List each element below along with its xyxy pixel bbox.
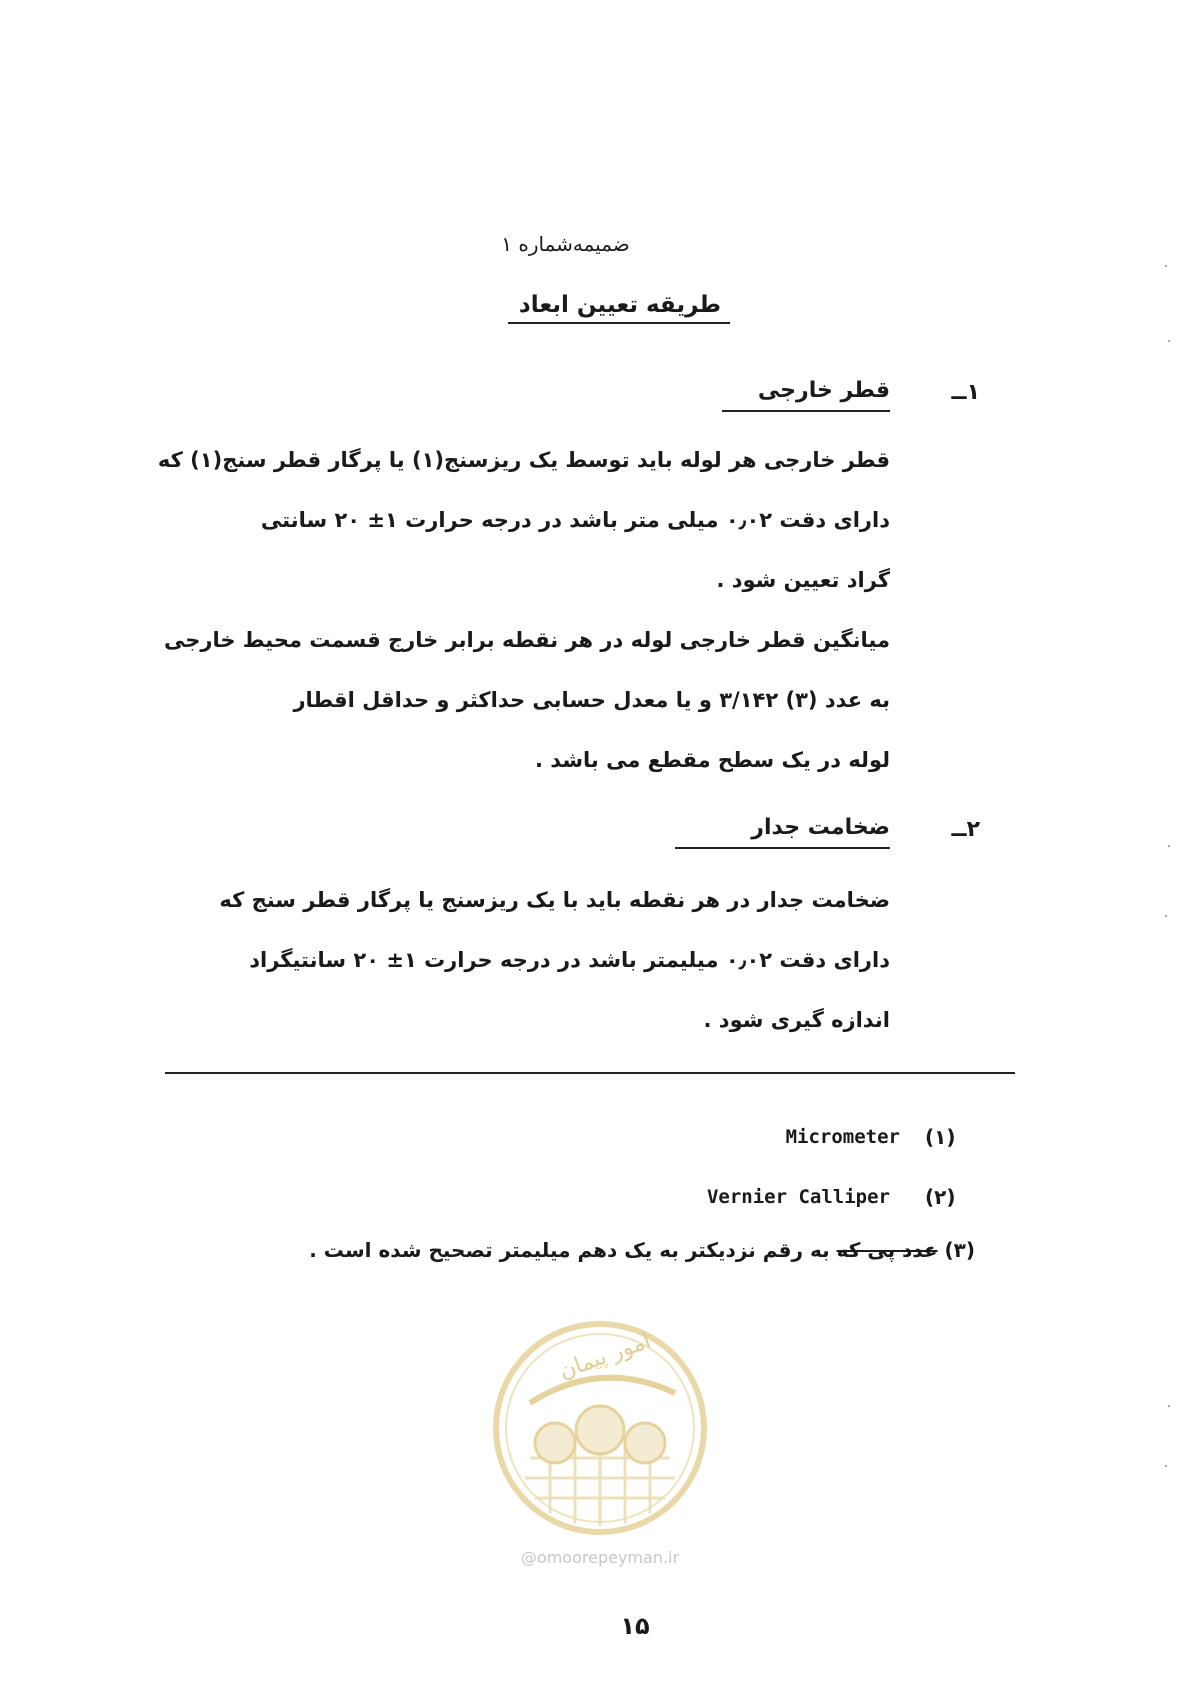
footnote-3-number: (۳) [944,1238,975,1262]
section-1-line-6: لوله در یک سطح مقطع می باشد . [534,748,890,772]
watermark-logo-text: امور پیمان [555,1328,655,1385]
footnote-2-number: (۲) [925,1185,956,1209]
section-2-line-3: اندازه گیری شود . [703,1008,890,1032]
section-2-underline [675,847,890,849]
watermark-url: @omoorepeyman.ir [520,1548,680,1567]
section-1-line-2: دارای دقت ۰٫۰۲ میلی متر باشد در درجه حرارت ۱± ۲۰ سانتی [260,508,890,532]
section-1-line-3: گراد تعیین شود . [716,568,890,592]
section-1-line-1: قطر خارجی هر لوله باید توسط یک ریزسنج(۱) یا پرگار قطر سنج(۱) که [157,448,890,472]
scan-speck [1168,1405,1170,1407]
footnote-2-text: Vernier Calliper [706,1186,890,1208]
footnote-3-text: به رقم نزدیکتر به یک دهم میلیمتر تصحیح شده است . [309,1238,830,1262]
scan-speck [1165,915,1167,917]
scan-speck [1165,265,1167,267]
scan-speck [1168,340,1170,342]
section-2-title: ضخامت جدار [751,815,890,840]
watermark-logo [490,1318,710,1538]
section-2-line-1: ضخامت جدار در هر نقطه باید با یک ریزسنج یا پرگار قطر سنج که [219,888,890,912]
section-1-line-5: به عدد (۳) ۳/۱۴۲ و یا معدل حسابی حداکثر و حداقل اقطار [293,688,890,712]
annex-label: ضمیمه‌شماره ۱ [501,232,630,256]
scan-speck [1168,845,1170,847]
section-1-underline [722,410,890,412]
document-title: طریقه تعیین ابعاد [518,292,722,318]
footnote-1-number: (۱) [925,1125,956,1149]
footnote-1-text: Micrometer [785,1126,900,1148]
page-number: ۱۵ [620,1612,650,1640]
footnote-3-struck-text: عدد پی که [836,1238,938,1262]
section-1-title: قطر خارجی [757,378,890,403]
section-2-number: ۲ــ [951,817,980,842]
scan-speck [1165,1465,1167,1467]
section-1-line-4: میانگین قطر خارجی لوله در هر نقطه برابر خارج قسمت محیط خارجی [163,628,890,652]
section-2-line-2: دارای دقت ۰٫۰۲ میلیمتر باشد در درجه حرارت ۱± ۲۰ سانتیگراد [249,948,890,972]
section-1-number: ۱ــ [951,380,980,405]
title-underline [508,322,730,324]
footnote-3 [240,1238,975,1262]
footnote-separator [165,1072,1015,1074]
